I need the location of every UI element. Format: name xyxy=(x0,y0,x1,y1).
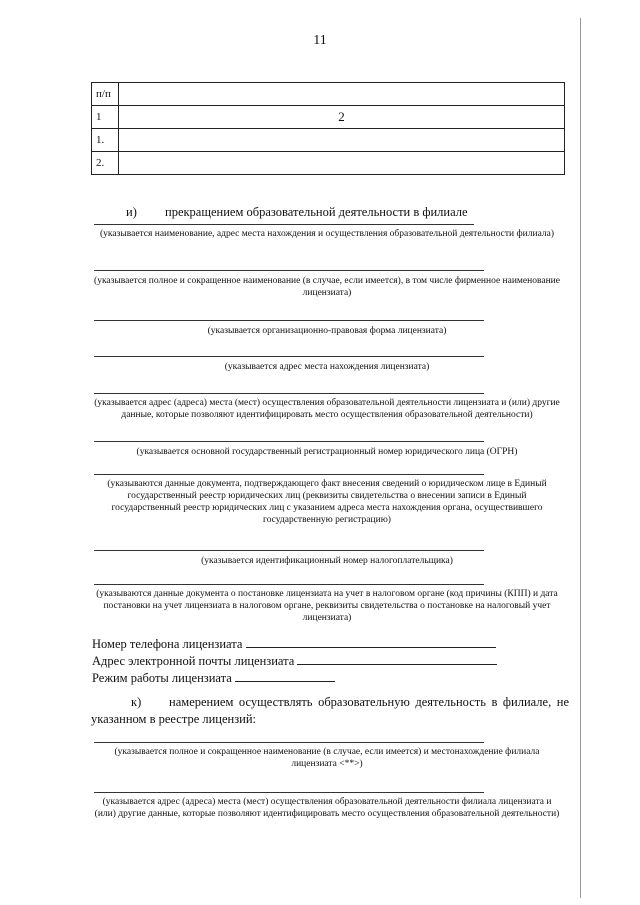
page-right-border xyxy=(580,18,581,898)
field-line-inn[interactable] xyxy=(94,550,484,551)
field-line-activity-address[interactable] xyxy=(94,393,484,394)
caption-new-branch: (указывается полное и сокращенное наименование (в случае, если имеется) и местонахождение филиала лицензиата <**>) xyxy=(114,747,540,769)
field-line-branch[interactable] xyxy=(94,224,474,225)
caption-branch: (указывается наименование, адрес места нахождения и осуществления образовательной деятельности филиала) xyxy=(100,229,554,239)
field-line-licensee-name[interactable] xyxy=(94,270,484,271)
table-cell-index: 1. xyxy=(92,129,119,152)
caption-licensee-address: (указывается адрес места нахождения лицензиата) xyxy=(224,362,430,372)
field-line-licensee-address[interactable] xyxy=(94,356,484,357)
field-line-tax-registration[interactable] xyxy=(94,584,484,585)
table-header-value xyxy=(119,83,565,106)
hours-input-line[interactable] xyxy=(235,669,335,682)
section-k-paragraph xyxy=(91,694,569,728)
field-line-egrul[interactable] xyxy=(94,474,484,475)
table-col-number-1: 1 xyxy=(92,106,119,129)
email-label: Адрес электронной почты лицензиата xyxy=(92,654,295,668)
field-line-legal-form[interactable] xyxy=(94,320,484,321)
table-cell-value[interactable] xyxy=(119,129,565,152)
field-line-new-branch[interactable] xyxy=(94,742,484,743)
email-input-line[interactable] xyxy=(297,652,497,665)
caption-inn: (указывается идентификационный номер налогоплательщика) xyxy=(201,556,453,566)
section-k-text: намерением осуществлять образовательную деятельность в филиале, не указанном в реестре лицензий: xyxy=(91,695,570,726)
table-row xyxy=(92,129,565,152)
caption-licensee-name: (указывается полное и сокращенное наименование (в случае, если имеется), в том числе фирменное наименование лицензиата) xyxy=(94,276,560,298)
table-cell-index: 2. xyxy=(92,152,119,175)
hours-field xyxy=(92,669,335,686)
licence-table xyxy=(91,82,565,175)
table-row xyxy=(92,152,565,175)
caption-legal-form: (указывается организационно-правовая форма лицензиата) xyxy=(207,326,447,336)
section-i-marker: и) xyxy=(126,205,137,219)
table-header-row xyxy=(92,83,565,106)
caption-ogrn: (указывается основной государственный регистрационный номер юридического лица (ОГРН) xyxy=(136,447,518,457)
hours-label: Режим работы лицензиата xyxy=(92,671,232,685)
section-i-title: прекращением образовательной деятельности в филиале xyxy=(165,205,468,219)
caption-new-branch-address: (указывается адрес (адреса) места (мест) осуществления образовательной деятельности филиала лицензиата и (или) другие данные, которые позволяют идентифицировать место осуществления образовательной деятельности) xyxy=(94,797,560,819)
field-line-ogrn[interactable] xyxy=(94,441,484,442)
page-number: 11 xyxy=(313,33,327,48)
table-numbers-row xyxy=(92,106,565,129)
table-col-number-2: 2 xyxy=(119,106,565,129)
caption-tax-registration: (указываются данные документа о постановке лицензиата на учет в налоговом органе (код причины (КПП) и дата постановки на учет лицензиата в налоговом органе, реквизиты свидетельства о постановке на налоговый учет лицензиата) xyxy=(96,589,558,623)
section-k-marker: к) xyxy=(131,695,142,709)
table-header-number: п/п xyxy=(92,83,119,106)
caption-egrul: (указываются данные документа, подтверждающего факт внесения сведений о юридическом лице в Единый государственный реестр юридических лиц (реквизиты свидетельства о внесении записи в Единый государственный реестр юридических лиц с указанием адреса места нахождения органа, осуществившего государственную регистрацию) xyxy=(107,479,547,525)
email-field xyxy=(92,652,497,669)
caption-activity-address: (указывается адрес (адреса) места (мест) осуществления образовательной деятельности лицензиата и (или) другие данные, которые позволяют идентифицировать место осуществления образовательной деятельности) xyxy=(94,398,560,420)
phone-label: Номер телефона лицензиата xyxy=(92,637,243,651)
phone-input-line[interactable] xyxy=(246,635,496,648)
table-cell-value[interactable] xyxy=(119,152,565,175)
field-line-new-branch-address[interactable] xyxy=(94,792,484,793)
phone-field xyxy=(92,635,496,652)
